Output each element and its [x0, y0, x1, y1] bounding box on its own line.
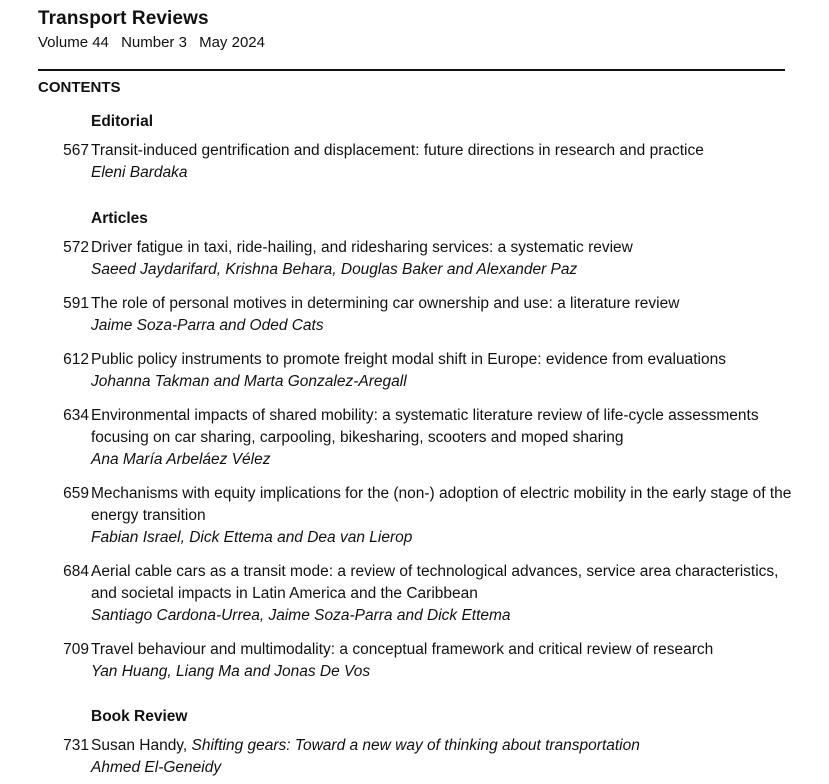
entry-authors: Johanna Takman and Marta Gonzalez-Aregall [91, 373, 407, 390]
issue-number: Number 3 [121, 34, 187, 51]
page-number: 659 [63, 485, 89, 502]
entry-authors: Ahmed El-Geneidy [91, 759, 222, 776]
reviewed-book-author: Susan Handy, [91, 737, 192, 754]
entry-title: Aerial cable cars as a transit mode: a review of technological advances, service area characteristics, and societal impacts in Latin America and the Caribbean [91, 563, 779, 602]
page-number: 684 [63, 563, 89, 580]
entry-body [91, 405, 796, 471]
page-number: 612 [63, 351, 89, 368]
page-number: 709 [63, 641, 89, 658]
entry-body [91, 237, 796, 281]
section-heading-editorial: Editorial [91, 113, 154, 130]
contents-heading: CONTENTS [38, 79, 121, 96]
entry-title: Transit-induced gentrification and displacement: future directions in research and practice [91, 142, 704, 159]
entry-title: Public policy instruments to promote freight modal shift in Europe: evidence from evaluations [91, 351, 726, 368]
entry-body [91, 140, 796, 184]
entry-title: Mechanisms with equity implications for the (non-) adoption of electric mobility in the early stage of the energy transition [91, 485, 792, 524]
entry-title: Driver fatigue in taxi, ride-hailing, and ridesharing services: a systematic review [91, 239, 633, 256]
entry-title: The role of personal motives in determining car ownership and use: a literature review [91, 295, 680, 312]
page-number: 567 [63, 142, 89, 159]
issue-date: May 2024 [199, 34, 265, 51]
page-number: 731 [63, 737, 89, 754]
entry-body [91, 483, 796, 549]
entry-title: Travel behaviour and multimodality: a conceptual framework and critical review of research [91, 641, 714, 658]
entry-authors: Jaime Soza-Parra and Oded Cats [91, 317, 324, 334]
page-number: 591 [63, 295, 89, 312]
entry-body [91, 561, 796, 627]
journal-title: Transport Reviews [38, 8, 209, 29]
page-number: 634 [63, 407, 89, 424]
entry-authors: Santiago Cardona-Urrea, Jaime Soza-Parra and Dick Ettema [91, 607, 511, 624]
section-heading-articles: Articles [91, 210, 148, 227]
entry-authors: Ana María Arbeláez Vélez [91, 451, 271, 468]
entry-body [91, 735, 796, 779]
reviewed-book-title: Shifting gears: Toward a new way of thinking about transportation [191, 737, 640, 754]
entry-title: Environmental impacts of shared mobility: a systematic literature review of life-cycle assessments focusing on car sharing, carpooling, bikesharing, scooters and moped sharing [91, 407, 759, 446]
page-number: 572 [63, 239, 89, 256]
entry-authors: Yan Huang, Liang Ma and Jonas De Vos [91, 663, 371, 680]
entry-title [91, 735, 796, 757]
entry-body [91, 349, 796, 393]
header-rule [38, 69, 785, 71]
entry-body [91, 639, 796, 683]
entry-body [91, 293, 796, 337]
entry-authors: Eleni Bardaka [91, 164, 188, 181]
entry-authors: Saeed Jaydarifard, Krishna Behara, Douglas Baker and Alexander Paz [91, 261, 578, 278]
entry-authors: Fabian Israel, Dick Ettema and Dea van Lierop [91, 529, 413, 546]
section-heading-book-review: Book Review [91, 708, 188, 725]
volume: Volume 44 [38, 34, 109, 51]
issue-info [38, 34, 273, 51]
